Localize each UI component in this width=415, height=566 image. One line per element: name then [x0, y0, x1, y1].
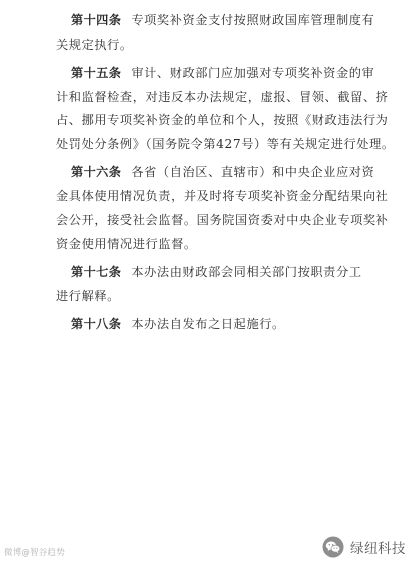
brand-name: 绿纽科技: [350, 541, 406, 557]
article-16-line-3: 会公开，接受社会监督。国务院国资委对中央企业专项奖补: [56, 213, 389, 227]
article-15-line-4: 处罚处分条例》（国务院令第427号）等有关规定进行处理。: [56, 137, 395, 151]
article-15-line-1: 审计、财政部门应加强对专项奖补资金的审: [131, 66, 375, 80]
article-16-line-1: 各省（自治区、直辖市）和中央企业应对资: [131, 165, 375, 179]
article-18-first-line: [71, 316, 376, 332]
article-15-number: 第十五条: [71, 66, 122, 80]
article-17-line-1: 本办法由财政部会同相关部门按职责分工: [131, 265, 362, 279]
article-15-first-line: [71, 65, 376, 81]
article-17-first-line: [71, 264, 376, 280]
wechat-icon: [322, 536, 344, 558]
article-16-first-line: [71, 164, 376, 180]
article-16-number: 第十六条: [71, 165, 122, 179]
article-17-number: 第十七条: [71, 265, 122, 279]
article-14-number: 第十四条: [71, 13, 122, 27]
article-18-number: 第十八条: [71, 317, 122, 331]
article-15-line-2: 计和监督检查，对违反本办法规定，虚报、冒领、截留、挤: [56, 90, 389, 104]
brand-signature: [322, 536, 406, 558]
article-17-line-2: 进行解释。: [56, 289, 120, 303]
article-18-line-1: 本办法自发布之日起施行。: [131, 317, 285, 331]
article-15-line-3: 占、挪用专项奖补资金的单位和个人，按照《财政违法行为: [56, 113, 389, 127]
article-14-line-1: 专项奖补资金支付按照财政国库管理制度有: [131, 13, 375, 27]
article-16-line-4: 资金使用情况进行监督。: [56, 237, 197, 251]
article-14-line-2: 关规定执行。: [56, 38, 133, 52]
article-14-first-line: [71, 12, 376, 28]
article-16-line-2: 金具体使用情况负责，并及时将专项奖补资金分配结果向社: [56, 189, 389, 203]
weibo-watermark: 微博@智谷趋势: [4, 548, 65, 558]
